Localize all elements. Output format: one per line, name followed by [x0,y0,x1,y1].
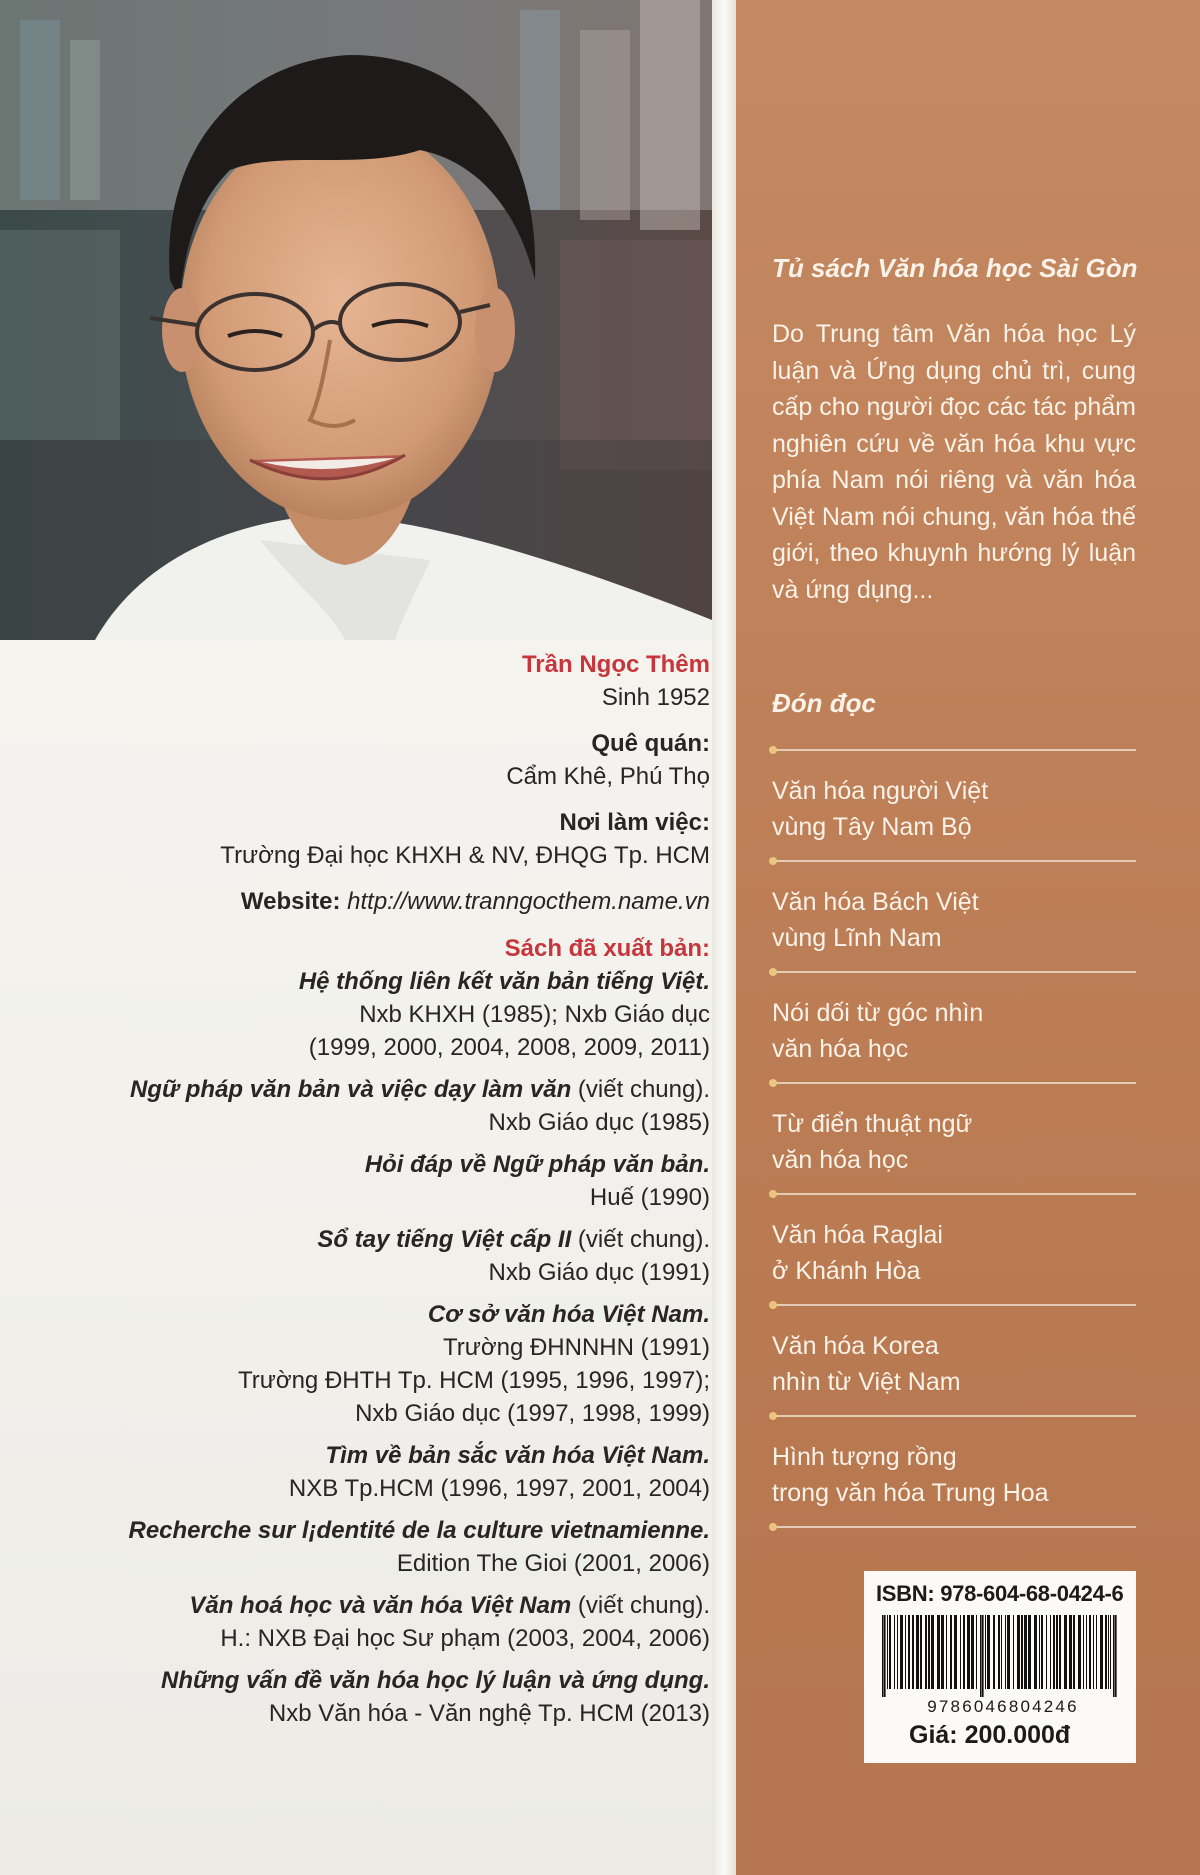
publication-title: Những vấn đề văn hóa học lý luận và ứng dụng. [161,1667,710,1694]
upcoming-book-title-line: vùng Tây Nam Bộ [772,813,972,841]
spine-divider [712,0,736,1875]
publication-detail: Huế (1990) [589,1184,710,1211]
publication-item [60,1148,710,1214]
website-label: Website: [240,888,341,915]
publication-title-line [60,1223,710,1256]
publication-title-line [60,1514,710,1547]
website-line [60,885,710,918]
hometown-value: Cẩm Khê, Phú Thọ [506,763,710,790]
publication-note: (viết chung). [571,1076,710,1103]
publication-detail: Nxb KHXH (1985); Nxb Giáo dục [359,1001,710,1028]
upcoming-book-title-line: trong văn hóa Trung Hoa [772,1479,1049,1507]
upcoming-book-title-line: Hình tượng rồng [772,1443,957,1471]
publication-item [60,1439,710,1505]
upcoming-book-item [770,1306,1136,1415]
upcoming-book-title-line: nhìn từ Việt Nam [772,1368,961,1396]
upcoming-book-item [770,1417,1136,1526]
workplace-value: Trường Đại học KHXH & NV, ĐHQG Tp. HCM [220,842,710,869]
barcode-digits: 9786046804246 [927,1697,1079,1716]
publication-item [60,1298,710,1430]
publication-detail: Nxb Giáo dục (1991) [488,1259,710,1286]
upcoming-book-title-line: Văn hóa người Việt [772,777,989,805]
upcoming-book-item [770,1195,1136,1304]
publication-item [60,1514,710,1580]
publication-item [60,1223,710,1289]
publication-note: (viết chung). [571,1226,710,1253]
divider-rule [772,1304,1136,1306]
divider-rule [772,860,1136,862]
divider-rule [772,1415,1136,1417]
divider-rule [772,749,1136,751]
upcoming-book-title-line: Văn hóa Raglai [772,1221,943,1249]
website-url: http://www.tranngocthem.name.vn [347,888,710,915]
author-bio [60,648,710,1730]
upcoming-book-title-line: ở Khánh Hòa [772,1257,921,1285]
upcoming-book-item [770,862,1136,971]
publication-item [60,1589,710,1655]
publication-detail: H.: NXB Đại học Sư phạm (2003, 2004, 2006) [220,1625,710,1652]
publication-title-line [60,1589,710,1622]
publication-title: Văn hoá học và văn hóa Việt Nam [189,1592,572,1619]
author-birth: Sinh 1952 [601,684,710,711]
publication-title: Hỏi đáp về Ngữ pháp văn bản. [364,1151,710,1178]
publication-title-line [60,1148,710,1181]
barcode-icon [882,1615,1118,1697]
publication-item [60,1073,710,1139]
series-description: Do Trung tâm Văn hóa học Lý luận và Ứng dụng chủ trì, cung cấp cho người đọc các tác phẩm nghiên cứu về văn hóa khu vực phía Nam nói riêng và văn hóa Việt Nam nói chung, văn hóa thế giới, theo khuynh hướng lý luận và ứng dụng... [772,320,1136,604]
upcoming-book-item [770,751,1136,860]
workplace-label: Nơi làm việc: [559,809,710,836]
publication-detail: Trường ĐHTH Tp. HCM (1995, 1996, 1997); [238,1367,710,1394]
publication-title: Cơ sở văn hóa Việt Nam. [427,1301,710,1328]
divider-rule [772,1193,1136,1195]
publication-detail: Nxb Giáo dục (1997, 1998, 1999) [355,1400,710,1427]
publication-title: Hệ thống liên kết văn bản tiếng Việt. [298,968,710,995]
publication-title-line [60,1298,710,1331]
publication-title-line [60,1439,710,1472]
publication-detail: Nxb Văn hóa - Văn nghệ Tp. HCM (2013) [268,1700,710,1727]
upcoming-book-title-line: văn hóa học [772,1146,909,1174]
divider-rule [772,1526,1136,1528]
author-name: Trần Ngọc Thêm [521,651,710,678]
publication-item [60,1664,710,1730]
upcoming-book-title-line: văn hóa học [772,1035,909,1063]
series-title: Tủ sách Văn hóa học Sài Gòn [772,253,1138,283]
publication-detail: NXB Tp.HCM (1996, 1997, 2001, 2004) [288,1475,710,1502]
divider-rule [772,1082,1136,1084]
upcoming-book-item [770,1084,1136,1193]
author-photo [0,0,712,640]
publication-title: Sổ tay tiếng Việt cấp II [317,1226,572,1253]
publication-title: Ngữ pháp văn bản và việc dạy làm văn [129,1076,572,1103]
publication-detail: (1999, 2000, 2004, 2008, 2009, 2011) [308,1034,710,1061]
isbn-text: ISBN: 978-604-68-0424-6 [876,1581,1124,1606]
publication-title-line [60,1664,710,1697]
divider-rule [772,971,1136,973]
publication-list [60,965,710,1730]
upcoming-book-title-line: Từ điển thuật ngữ [772,1110,973,1138]
upcoming-list [770,749,1136,1528]
publication-title: Recherche sur l¡dentité de la culture vietnamienne. [128,1517,710,1544]
publication-title: Tìm về bản sắc văn hóa Việt Nam. [325,1442,710,1469]
upcoming-book-title-line: Nói dối từ góc nhìn [772,999,984,1027]
publication-note: (viết chung). [571,1592,710,1619]
upcoming-book-title-line: Văn hóa Korea [772,1332,939,1360]
publication-detail: Nxb Giáo dục (1985) [488,1109,710,1136]
upcoming-book-title-line: vùng Lĩnh Nam [772,924,942,952]
upcoming-book-title-line: Văn hóa Bách Việt [772,888,979,916]
publication-title-line [60,965,710,998]
publications-heading: Sách đã xuất bản: [504,935,710,962]
hometown-label: Quê quán: [591,730,710,757]
publication-detail: Edition The Gioi (2001, 2006) [396,1550,710,1577]
barcode-box [864,1571,1136,1763]
publication-title-line [60,1073,710,1106]
price: Giá: 200.000đ [909,1721,1071,1749]
upcoming-heading: Đón đọc [772,688,876,718]
publication-detail: Trường ĐHNNHN (1991) [443,1334,710,1361]
upcoming-book-item [770,973,1136,1082]
publication-item [60,965,710,1064]
